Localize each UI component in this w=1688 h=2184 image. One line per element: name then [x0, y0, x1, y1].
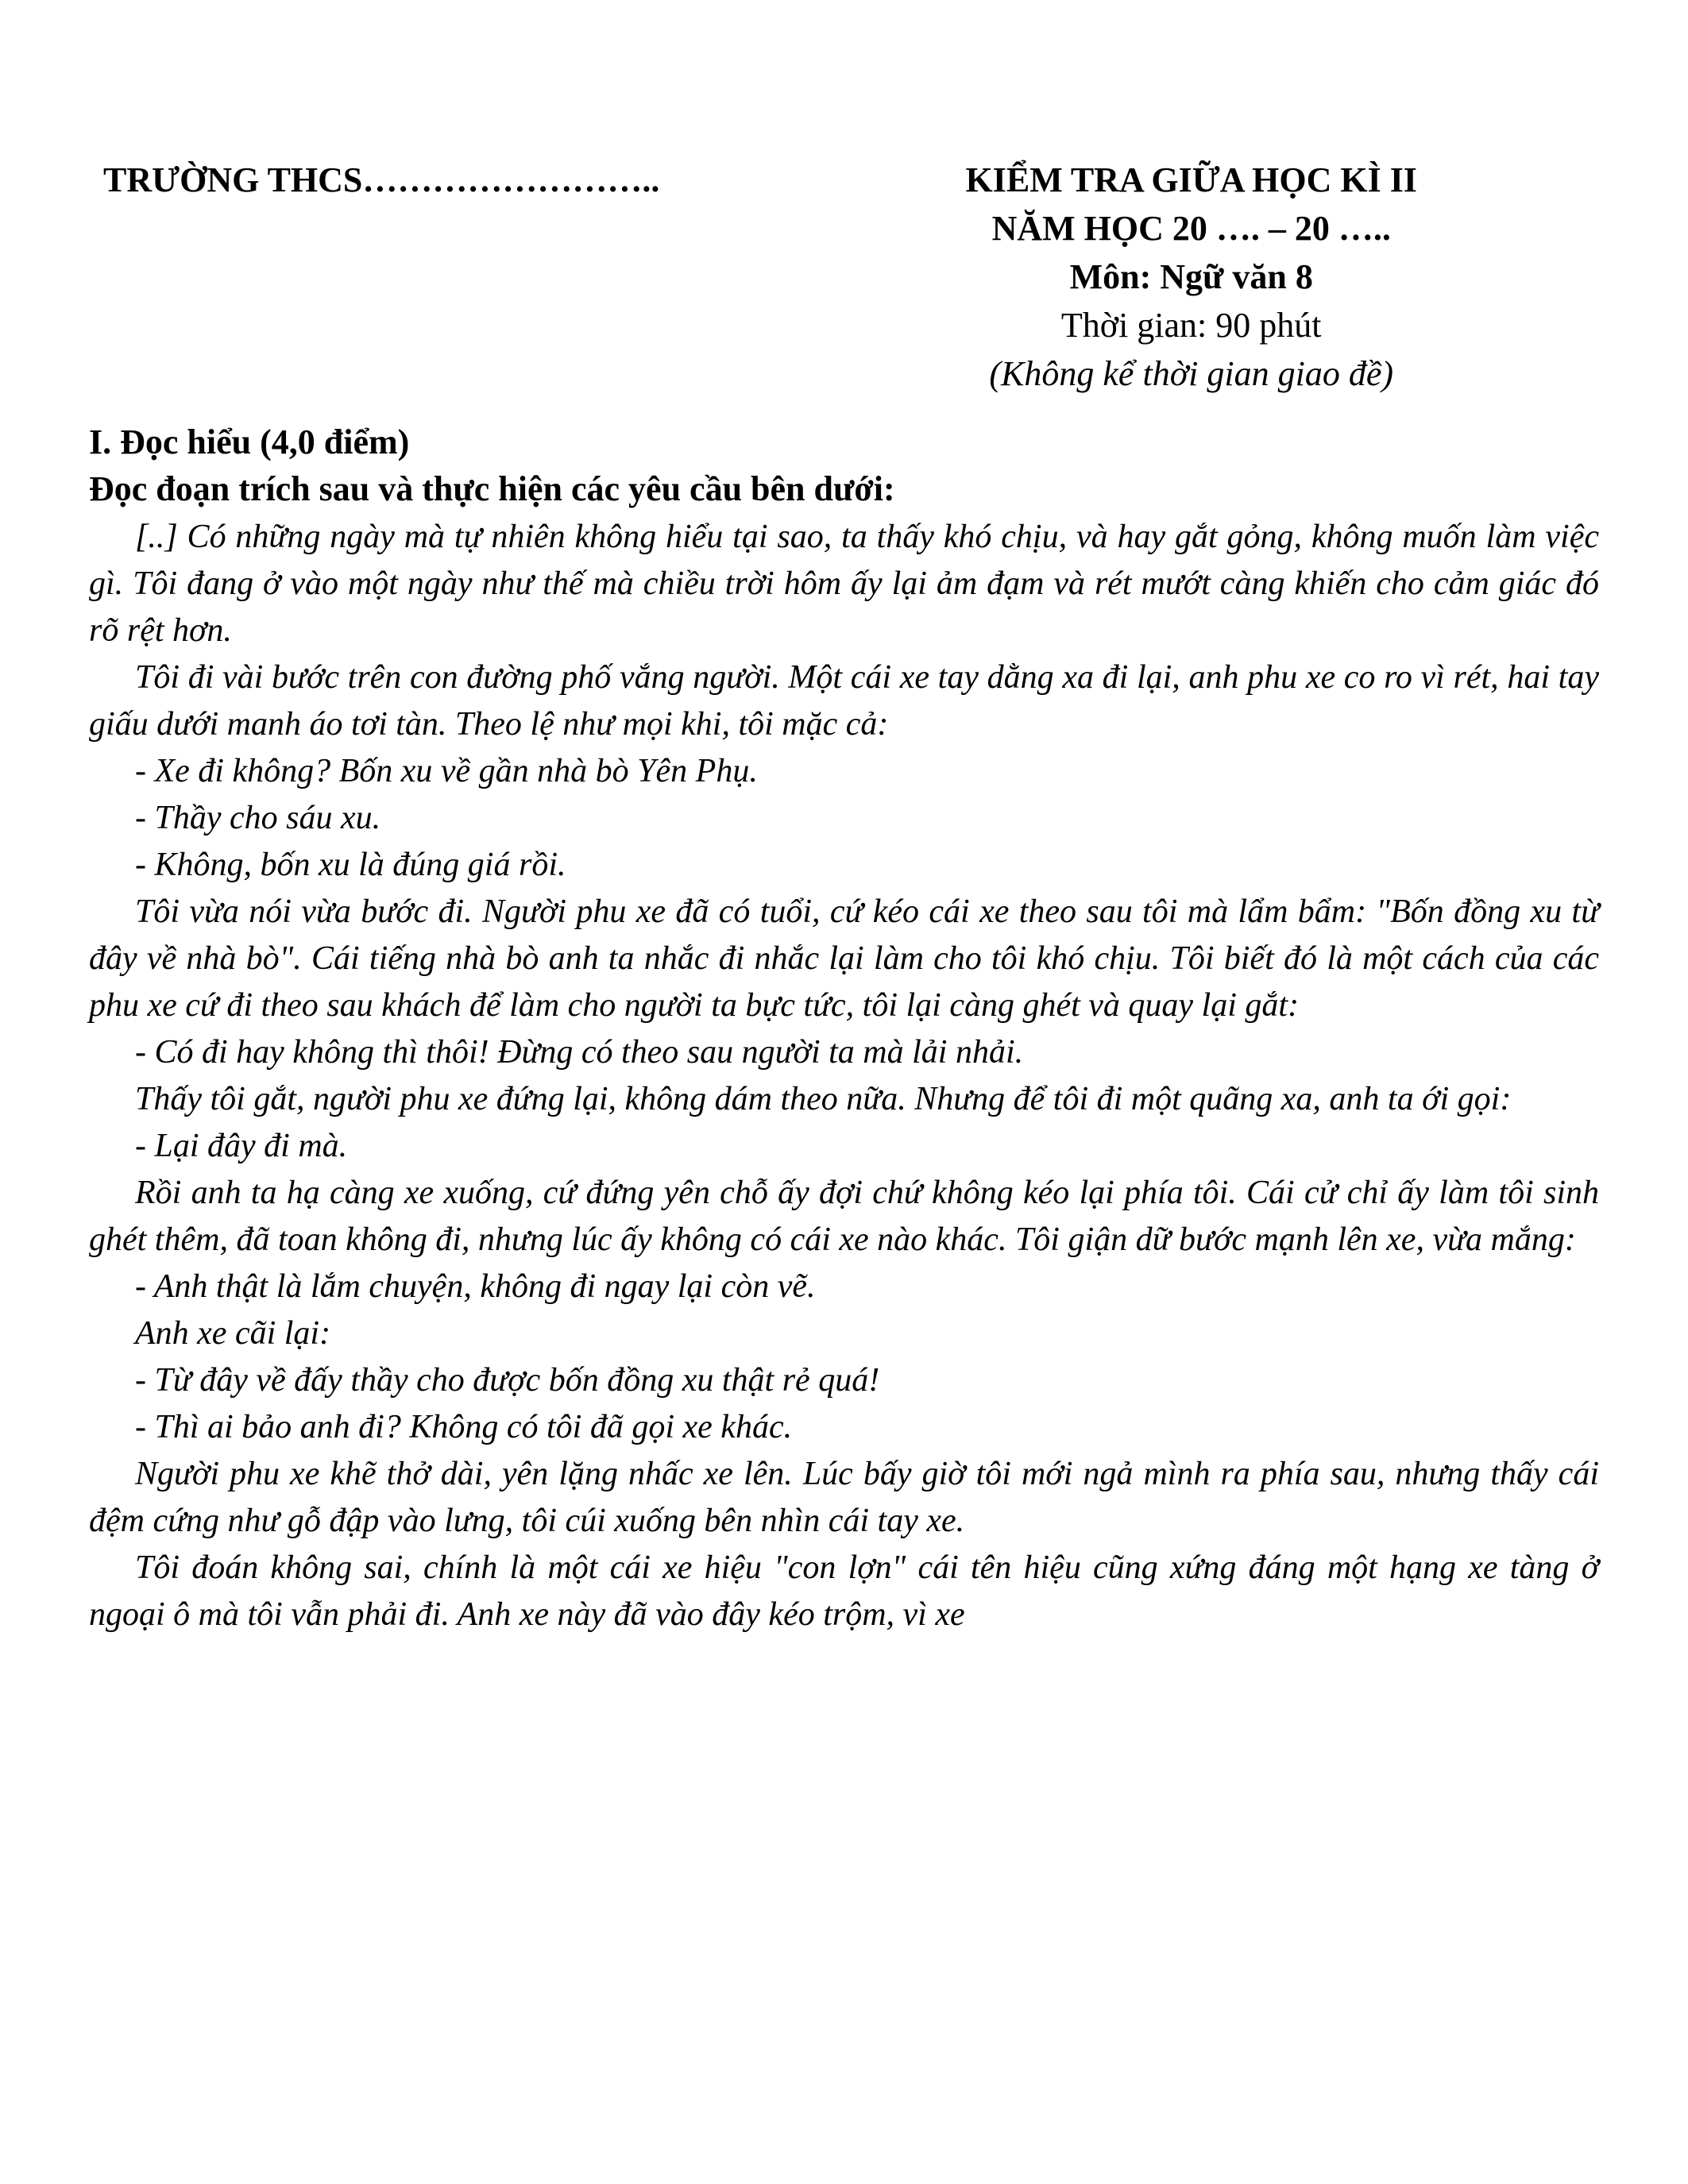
school-name: TRƯỜNG THCS…………………….. [103, 160, 660, 199]
passage-paragraph: Tôi đoán không sai, chính là một cái xe hiệu "con lợn" cái tên hiệu cũng xứng đáng một hạng xe tàng ở ngoại ô mà tôi vẫn phải đi. Anh xe này đã vào đây kéo trộm, vì xe [89, 1549, 1599, 1633]
reading-passage [89, 514, 1599, 1638]
section-heading: I. Đọc hiểu (4,0 điểm) [89, 423, 410, 461]
passage-paragraph: Anh xe cãi lại: [135, 1315, 331, 1352]
passage-paragraph: Tôi vừa nói vừa bước đi. Người phu xe đã có tuổi, cứ kéo cái xe theo sau tôi mà lẩm bẩm: "Bốn đồng xu từ đây về nhà bò". Cái tiếng nhà bò anh ta nhắc đi nhắc lại làm cho tôi khó chịu. Tôi biết đó là một cách của các phu xe cứ đi theo sau khách để làm cho người ta bực tức, tôi lại càng ghét và quay lại gắt: [89, 893, 1599, 1024]
passage-paragraph: Tôi đi vài bước trên con đường phố vắng người. Một cái xe tay dằng xa đi lại, anh phu xe co ro vì rét, hai tay giấu dưới manh áo tơi tàn. Theo lệ như mọi khi, tôi mặc cả: [89, 659, 1599, 743]
passage-paragraph: - Anh thật là lắm chuyện, không đi ngay lại còn vẽ. [135, 1268, 816, 1305]
school-year: NĂM HỌC 20 …. – 20 ….. [991, 209, 1391, 248]
duration-line: Thời gian: 90 phút [1060, 306, 1322, 345]
duration-note: (Không kể thời gian giao đề) [989, 354, 1394, 393]
passage-paragraph: - Xe đi không? Bốn xu về gần nhà bò Yên Phụ. [135, 753, 758, 789]
passage-paragraph: - Lại đây đi mà. [135, 1128, 348, 1164]
passage-paragraph: - Thì ai bảo anh đi? Không có tôi đã gọi xe khác. [135, 1409, 793, 1445]
passage-paragraph: Thấy tôi gắt, người phu xe đứng lại, không dám theo nữa. Nhưng để tôi đi một quãng xa, anh ta ới gọi: [135, 1081, 1512, 1117]
passage-paragraph: Rồi anh ta hạ càng xe xuống, cứ đứng yên chỗ ấy đợi chứ không kéo lại phía tôi. Cái cử chỉ ấy làm tôi sinh ghét thêm, đã toan không đi, nhưng lúc ấy không có cái xe nào khác. Tôi giận dữ bước mạnh lên xe, vừa mắng: [89, 1175, 1599, 1258]
section-instruction: Đọc đoạn trích sau và thực hiện các yêu cầu bên dưới: [89, 469, 895, 508]
passage-paragraph: - Thầy cho sáu xu. [135, 800, 381, 836]
passage-paragraph: [..] Có những ngày mà tự nhiên không hiểu tại sao, ta thấy khó chịu, và hay gắt gỏng, không muốn làm việc gì. Tôi đang ở vào một ngày như thế mà chiều trời hôm ấy lại ảm đạm và rét mướt càng khiến cho cảm giác đó rõ rệt hơn. [89, 519, 1599, 649]
exam-title: KIỂM TRA GIỮA HỌC KÌ II [965, 160, 1417, 199]
passage-paragraph: - Có đi hay không thì thôi! Đừng có theo sau người ta mà lải nhải. [135, 1034, 1024, 1071]
passage-paragraph: Người phu xe khẽ thở dài, yên lặng nhấc xe lên. Lúc bấy giờ tôi mới ngả mình ra phía sau, nhưng thấy cái đệm cứng như gỗ đập vào lưng, tôi cúi xuống bên nhìn cái tay xe. [89, 1456, 1599, 1539]
exam-header [89, 156, 1599, 398]
passage-paragraph: - Không, bốn xu là đúng giá rồi. [135, 847, 566, 883]
passage-paragraph: - Từ đây về đấy thầy cho được bốn đồng xu thật rẻ quá! [135, 1362, 880, 1399]
exam-title-block [783, 156, 1599, 398]
subject-line: Môn: Ngữ văn 8 [1069, 257, 1313, 296]
